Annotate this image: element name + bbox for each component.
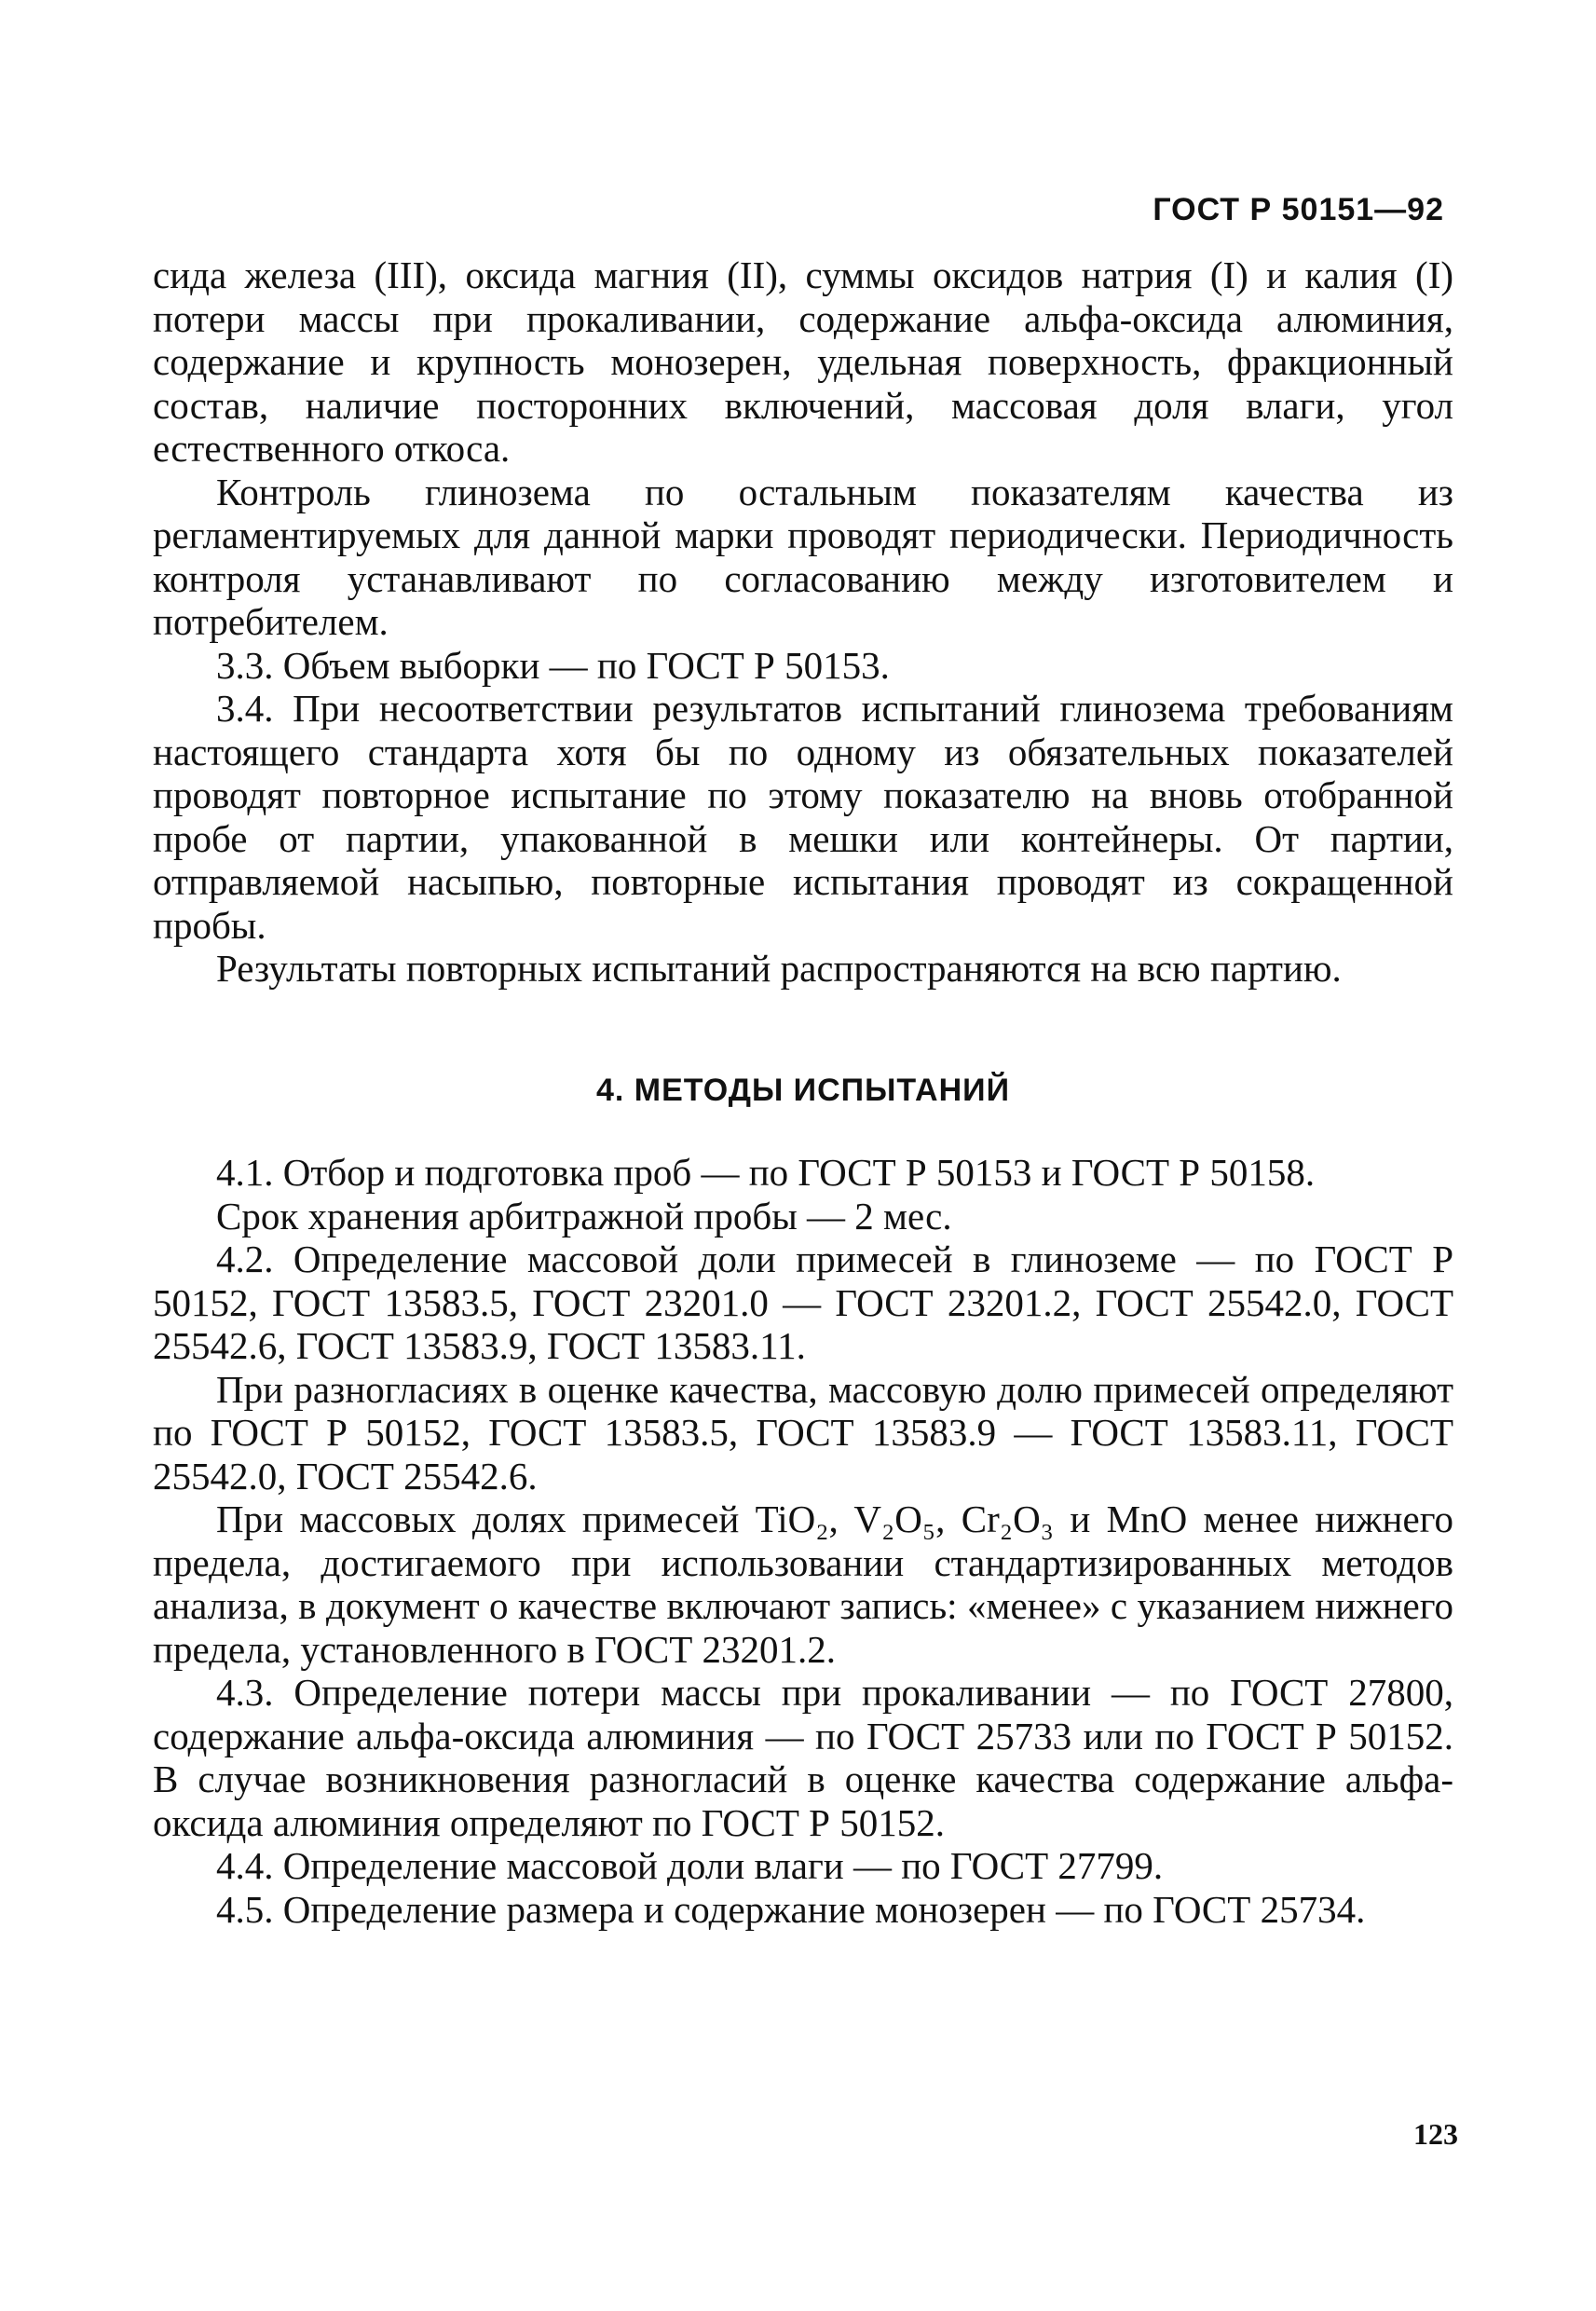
paragraph: сида железа (III), оксида магния (II), суммы оксидов натрия (I) и калия (I) потери массы при прокаливании, содержание альфа-оксида алюминия, содержание и крупность монозерен, удельная поверхность, фракционный состав, наличие посторонних включений, массовая доля влаги, угол естественного откоса. [153,253,1453,470]
paragraph: 4.1. Отбор и подготовка проб — по ГОСТ Р 50153 и ГОСТ Р 50158. [216,1151,1316,1194]
paragraph: При массовых долях примесей TiO₂, V₂O₅, Cr₂O₃ и MnO менее нижнего предела, достигаемого при использовании стандартизированных методов анализа, в документ о качестве включают запись: «менее» с указанием нижнего предела, установленного в ГОСТ 23201.2. [153,1497,1453,1671]
page-header-doc-code: ГОСТ Р 50151—92 [1153,192,1444,227]
paragraph: 3.4. При несоответствии результатов испытаний глинозема требованиям настоящего стандарта хотя бы по одному из обязательных показателей проводят повторное испытание по этому показателю на вновь отобранной пробе от партии, упакованной в мешки или контейнеры. От партии, отправляемой насыпью, повторные испытания проводят из сокращенной пробы. [153,687,1453,947]
paragraph: Результаты повторных испытаний распространяются на всю партию. [216,947,1342,990]
paragraph: 3.3. Объем выборки — по ГОСТ Р 50153. [216,643,890,687]
body-text [153,253,1453,1931]
paragraph: 4.3. Определение потери массы при прокаливании — по ГОСТ 27800, содержание альфа-оксида алюминия — по ГОСТ 25733 или по ГОСТ Р 50152. В случае возникновения разногласий в оценке качества содержание альфа-оксида алюминия определяют по ГОСТ Р 50152. [153,1671,1453,1844]
paragraph: Срок хранения арбитражной пробы — 2 мес. [216,1194,952,1238]
section-title: 4. МЕТОДЫ ИСПЫТАНИЙ [596,1072,1010,1108]
paragraph: Контроль глинозема по остальным показателям качества из регламентируемых для данной марки проводят периодически. Периодичность контроля устанавливают по согласованию между изготовителем и потребителем. [153,470,1453,643]
paragraph: 4.2. Определение массовой доли примесей в глиноземе — по ГОСТ Р 50152, ГОСТ 13583.5, ГОСТ 23201.0 — ГОСТ 23201.2, ГОСТ 25542.0, ГОСТ 25542.6, ГОСТ 13583.9, ГОСТ 13583.11. [153,1238,1453,1367]
paragraph: 4.5. Определение размера и содержание монозерен — по ГОСТ 25734. [216,1887,1366,1931]
paragraph: 4.4. Определение массовой доли влаги — по ГОСТ 27799. [216,1844,1164,1887]
page-number: 123 [1413,2117,1458,2151]
paragraph: При разногласиях в оценке качества, массовую долю примесей определяют по ГОСТ Р 50152, ГОСТ 13583.5, ГОСТ 13583.9 — ГОСТ 13583.11, ГОСТ 25542.0, ГОСТ 25542.6. [153,1367,1453,1497]
